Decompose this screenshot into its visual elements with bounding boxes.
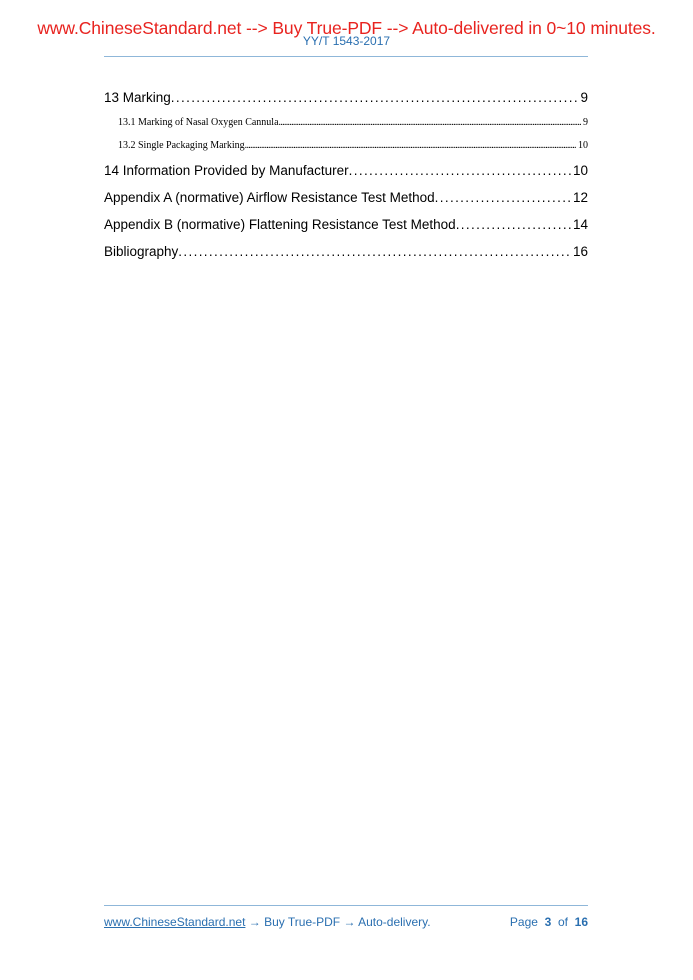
toc-leader-dots bbox=[171, 84, 579, 111]
toc-entry-title: 13.1 Marking of Nasal Oxygen Cannula bbox=[118, 117, 279, 128]
toc-entry-page: 12 bbox=[572, 190, 588, 205]
toc-entry-page: 10 bbox=[572, 163, 588, 178]
toc-entry-page: 14 bbox=[572, 217, 588, 232]
toc-entry-appendix-a[interactable] bbox=[104, 184, 588, 211]
toc-entry-title: 13 Marking bbox=[104, 90, 171, 105]
toc-entry-title: Appendix A (normative) Airflow Resistance Test Method bbox=[104, 190, 435, 205]
toc-leader-dots bbox=[456, 211, 571, 238]
footer-site-link[interactable]: www.ChineseStandard.net bbox=[104, 915, 246, 929]
toc-entry-appendix-b[interactable] bbox=[104, 211, 588, 238]
page-of-label: of bbox=[557, 915, 568, 929]
toc-leader-dots bbox=[349, 157, 571, 184]
toc-leader-dots bbox=[178, 238, 571, 265]
header-divider bbox=[104, 56, 588, 57]
toc-entry-13-1-nasal-cannula-marking[interactable] bbox=[104, 111, 588, 134]
footer-promo bbox=[104, 915, 431, 931]
toc-entry-title: Bibliography bbox=[104, 244, 179, 259]
footer-divider bbox=[104, 905, 588, 906]
table-of-contents bbox=[104, 84, 588, 265]
promo-banner-link[interactable]: www.ChineseStandard.net --> Buy True-PDF --> Auto-delivered in 0~10 minutes. bbox=[37, 18, 656, 38]
page-label: Page bbox=[509, 915, 538, 929]
standard-code: YY/T 1543-2017 bbox=[302, 34, 391, 48]
toc-entry-page: 9 bbox=[580, 90, 588, 105]
toc-entry-title: 14 Information Provided by Manufacturer bbox=[104, 163, 349, 178]
footer-tagline: → Buy True-PDF → Auto-delivery. bbox=[245, 915, 431, 929]
toc-leader-dots bbox=[279, 111, 581, 134]
toc-entry-title: 13.2 Single Packaging Marking bbox=[118, 140, 245, 151]
toc-entry-page: 10 bbox=[578, 140, 588, 151]
page-footer bbox=[104, 915, 588, 931]
toc-leader-dots bbox=[435, 184, 571, 211]
toc-entry-page: 9 bbox=[583, 117, 588, 128]
toc-entry-page: 16 bbox=[572, 244, 588, 259]
page-indicator bbox=[510, 915, 588, 931]
toc-entry-13-marking[interactable] bbox=[104, 84, 588, 111]
toc-entry-bibliography[interactable] bbox=[104, 238, 588, 265]
toc-entry-14-manufacturer-info[interactable] bbox=[104, 157, 588, 184]
page-current: 3 bbox=[544, 915, 552, 929]
page-total: 16 bbox=[574, 915, 588, 929]
toc-leader-dots bbox=[245, 134, 576, 157]
toc-entry-13-2-single-packaging-marking[interactable] bbox=[104, 134, 588, 157]
toc-entry-title: Appendix B (normative) Flattening Resistance Test Method bbox=[104, 217, 456, 232]
